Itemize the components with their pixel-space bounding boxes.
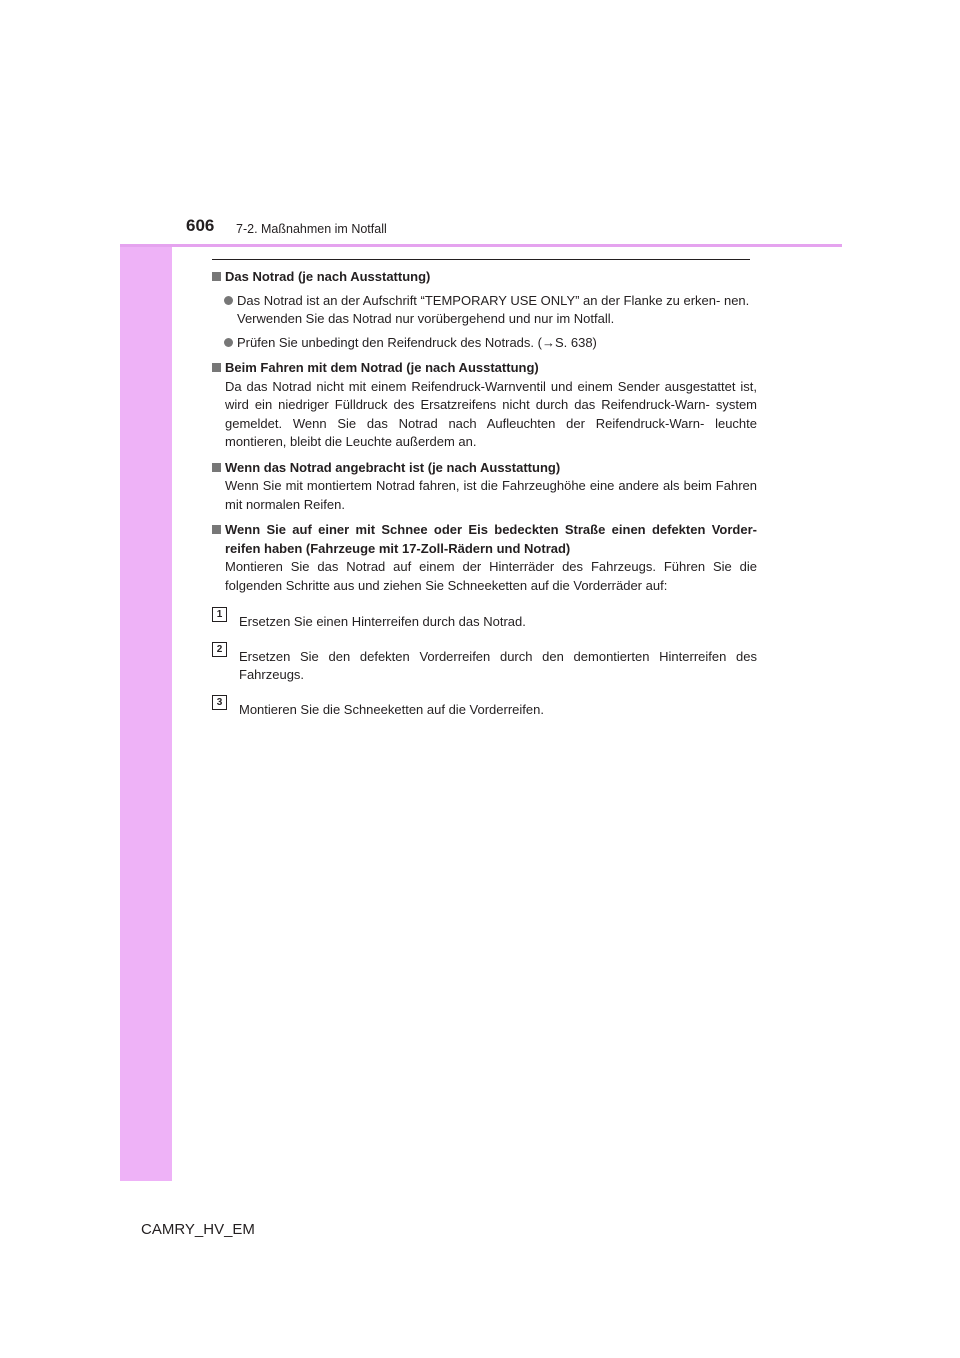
- heading-snow-ice: [212, 521, 757, 558]
- step-number: 2: [212, 642, 227, 657]
- paragraph: Montieren Sie das Notrad auf einem der Hinterräder des Fahrzeugs. Führen Sie die folgenden Schritte aus und ziehen Sie Schneeketten auf die Vorderräder auf:: [225, 559, 757, 593]
- bullet-text: Verwenden Sie das Notrad nur vorübergehend und nur im Notfall.: [237, 311, 615, 326]
- round-bullet-icon: [224, 296, 233, 305]
- square-bullet-icon: [212, 272, 221, 281]
- heading-text: Das Notrad (je nach Ausstattung): [225, 269, 431, 284]
- step-text: Ersetzen Sie einen Hinterreifen durch das Notrad.: [239, 614, 526, 629]
- header-divider: [120, 244, 842, 247]
- heading-text: Beim Fahren mit dem Notrad (je nach Ausstattung): [225, 360, 539, 375]
- round-bullet-icon: [224, 338, 233, 347]
- sidebar-band: [120, 176, 172, 1181]
- step-number: 1: [212, 607, 227, 622]
- heading-text: Wenn das Notrad angebracht ist (je nach Ausstattung): [225, 459, 561, 475]
- heading-text: Wenn Sie auf einer mit Schnee oder Eis bedeckten Straße einen defekten Vorder- reifen haben (Fahrzeuge mit 17-Zoll-Rädern und Notrad): [225, 522, 757, 556]
- step-item: [212, 643, 757, 685]
- heading-driving-spare: [212, 359, 757, 378]
- bullet-item: [212, 292, 757, 329]
- step-number: 3: [212, 695, 227, 710]
- step-item: [212, 609, 757, 632]
- content-rule: [212, 259, 750, 260]
- section-title: 7-2. Maßnahmen im Notfall: [236, 222, 387, 236]
- step-text: Montieren Sie die Schneeketten auf die Vorderreifen.: [239, 701, 544, 717]
- bullet-item: [212, 334, 757, 353]
- square-bullet-icon: [212, 463, 221, 472]
- bullet-text: Prüfen Sie unbedingt den Reifendruck des Notrads. (→S. 638): [237, 334, 597, 350]
- paragraph: Da das Notrad nicht mit einem Reifendruck-Warnventil und einem Sender ausgestattet ist, wird ein niedriger Fülldruck des Ersatzreifens nicht durch das Reifendruck-Warn- system gemeldet. Wenn Sie das Notrad nach Aufleuchten der Reifendruck-Warn- leuchte montieren, bleibt die Leuchte außerdem an.: [225, 378, 757, 449]
- bullet-text: Das Notrad ist an der Aufschrift “TEMPORARY USE ONLY” an der Flanke zu erken- nen.: [237, 292, 750, 308]
- heading-spare-wheel: [212, 268, 757, 287]
- heading-spare-mounted: [212, 459, 757, 478]
- square-bullet-icon: [212, 363, 221, 372]
- header-band: [120, 176, 842, 244]
- page-content: [212, 268, 757, 719]
- paragraph: Wenn Sie mit montiertem Notrad fahren, ist die Fahrzeughöhe eine andere als beim Fahren mit normalen Reifen.: [225, 478, 757, 512]
- step-item: [212, 696, 757, 720]
- square-bullet-icon: [212, 525, 221, 534]
- step-text: Ersetzen Sie den defekten Vorderreifen durch den demontierten Hinterreifen des Fahrzeugs.: [239, 648, 757, 682]
- model-code: CAMRY_HV_EM: [141, 1221, 255, 1238]
- page-number: 606: [186, 216, 215, 235]
